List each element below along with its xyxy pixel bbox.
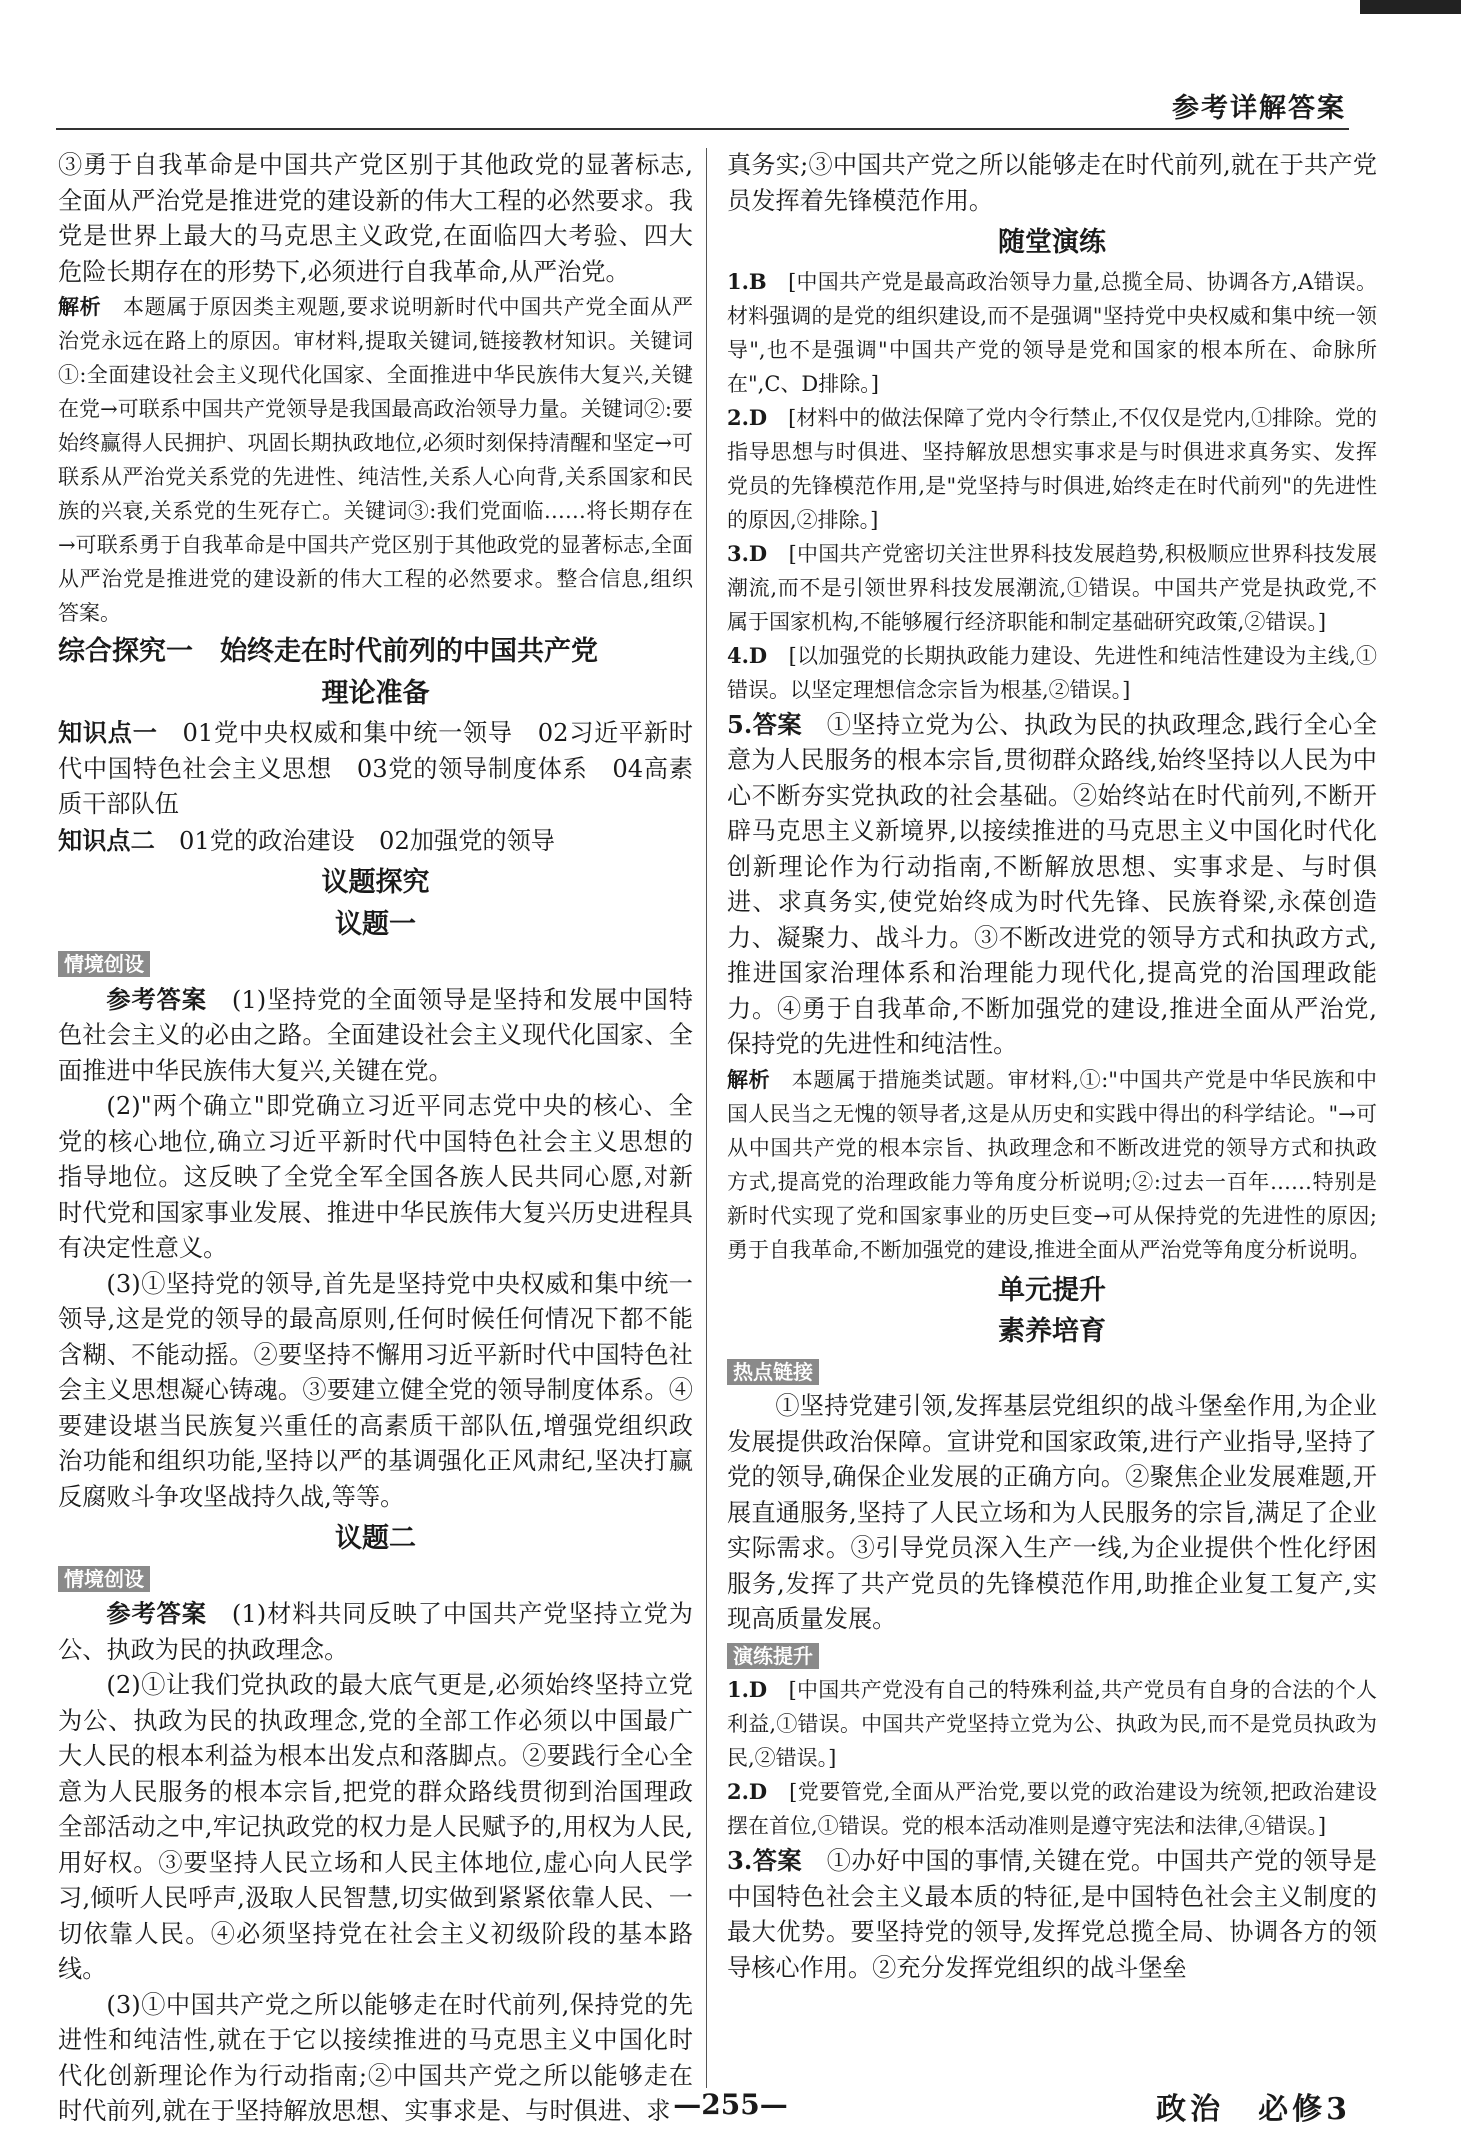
top-corner-bar — [1360, 0, 1461, 14]
item-text: [中国共产党密切关注世界科技发展趋势,积极顺应世界科技发展潮流,而不是引领世界科技发展潮流,①错误。中国共产党是执政党,不属于国家机构,不能够履行经济职能和制定基础研究政策,②错误。] — [727, 541, 1377, 634]
q5-analysis-label: 解析 — [727, 1066, 771, 1092]
theory-title: 理论准备 — [321, 677, 430, 709]
topic2-answer-1 — [58, 1596, 693, 1668]
item-num: 3.D — [727, 540, 768, 566]
t2-p1: (1)材料共同反映了中国共产党坚持立党为公、执政为民的执政理念。 — [58, 1600, 693, 1664]
analysis-block — [58, 290, 693, 630]
subject-label: 政治 必修3 — [1156, 2092, 1351, 2127]
q5-analysis — [727, 1063, 1377, 1267]
q5-num: 5. — [727, 709, 753, 739]
drill-item-3 — [727, 1843, 1377, 1986]
practice-title: 随堂演练 — [998, 227, 1106, 258]
drill-item-1 — [727, 1673, 1377, 1775]
practice-item-5 — [727, 707, 1377, 1063]
item-num: 2.D — [727, 1779, 768, 1804]
literacy-title: 素养培育 — [998, 1316, 1106, 1347]
left-column — [58, 148, 693, 2130]
topic2-answer-2: (2)①让我们党执政的最大底气更是,必须始终坚持立党为公、执政为民的执政理念,党的全部工作必须以中国最广大人民的根本利益为根本出发点和落脚点。②要践行全心全意为人民服务的根本宗旨,把党的群众路线贯彻到治国理政全部活动之中,牢记执政党的权力是人民赋予的,用权为人民,用好权。③要坚持人民立场和人民主体地位,虚心向人民学习,倾听人民呼声,汲取人民智慧,切实做到紧紧依靠人民、一切依靠人民。④必须坚持党在社会主义初级阶段的基本路线。 — [58, 1671, 693, 1983]
kp2-text: 01党的政治建设 02加强党的领导 — [178, 826, 555, 855]
unit-title: 单元提升 — [998, 1274, 1106, 1306]
header-rule — [56, 128, 1349, 130]
item-num: 2.D — [727, 404, 768, 430]
practice-item-3 — [727, 537, 1377, 639]
practice-item-1 — [727, 265, 1377, 401]
q5-analysis-text: 本题属于措施类试题。审材料,①:"中国共产党是中华民族和中国人民当之无愧的领导者,这是从历史和实践中得出的科学结论。"→可从中国共产党的根本宗旨、执政理念和不断改进党的领导方式和执政方式,提高党的治理政能力等角度分析说明;②:过去一百年……特别是新时代实现了党和国家事业的历史巨变→可从保持党的先进性的原因;勇于自我革命,不断加强党的建设,推进全面从严治党等角度分析说明。 — [727, 1067, 1377, 1262]
q5-text: ①坚持立党为公、执政为民的执政理念,践行全心全意为人民服务的根本宗旨,贯彻群众路线,始终坚持以人民为中心不断夯实党执政的社会基础。②始终站在时代前列,不断开辟马克思主义新境界,以接续推进的马克思主义中国化时代化创新理论作为行动指南,不断解放思想、实事求是、与时俱进、求真务实,使党始终成为时代先锋、民族脊梁,永葆创造力、凝聚力、战斗力。③不断改进党的领导方式和执政方式,推进国家治理体系和治理能力现代化,提高党的治国理政能力。④勇于自我革命,不断加强党的建设,推进全面从严治党,保持党的先进性和纯洁性。 — [727, 710, 1377, 1058]
topic2-answer-3: (3)①中国共产党之所以能够走在时代前列,保持党的先进性和纯洁性,就在于它以接续推进的马克思主义中国化时代化创新理论作为行动指南;②中国共产党之所以能够走在时代前列,就在于坚持解放思想、实事求是、与时俱进、求 — [58, 1990, 693, 2125]
continued-text: 真务实;③中国共产党之所以能够走在时代前列,就在于共产党员发挥着先锋模范作用。 — [727, 151, 1377, 215]
practice-item-2 — [727, 401, 1377, 537]
item-num: 1.D — [727, 1677, 768, 1702]
t1-p1: (1)坚持党的全面领导是坚持和发展中国特色社会主义的必由之路。全面建设社会主义现代化国家、全面推进中华民族伟大复兴,关键在党。 — [58, 985, 693, 1085]
item-num: 4.D — [727, 642, 768, 668]
kp2-label: 知识点二 — [58, 825, 155, 855]
d3-label: 答案 — [752, 1846, 803, 1875]
item-text: [中国共产党没有自己的特殊利益,共产党员有自身的合法的个人利益,①错误。中国共产党坚持立党为公、执政为民,而不是党员执政为民,②错误。] — [727, 1678, 1377, 1770]
context-tag-2: 情境创设 — [58, 1566, 150, 1592]
ref-answer-label: 参考答案 — [106, 984, 207, 1014]
item-text: [以加强党的长期执政能力建设、先进性和纯洁性建设为主线,①错误。以坚定理想信念宗旨为根基,②错误。] — [727, 643, 1377, 702]
topic2-title: 议题二 — [335, 1523, 416, 1554]
page-number: —255— — [673, 2088, 788, 2121]
hot-link-text: ①坚持党建引领,发挥基层党组织的战斗堡垒作用,为企业发展提供政治保障。宣讲党和国家政策,进行产业指导,坚持了党的领导,确保企业发展的正确方向。②聚焦企业发展难题,开展直通服务,坚持了人民立场和为人民服务的宗旨,满足了企业实际需求。③引导党员深入生产一线,为企业提供个性化纾困服务,发挥了共产党员的先锋模范作用,助推企业复工复产,实现高质量发展。 — [727, 1392, 1377, 1633]
topic1-answer-1 — [58, 982, 693, 1090]
knowledge-point-1 — [58, 715, 693, 823]
d3-num: 3. — [727, 1846, 753, 1875]
ref-answer-label-2: 参考答案 — [106, 1599, 207, 1628]
intro-answer: ③勇于自我革命是中国共产党区别于其他政党的显著标志,全面从严治党是推进党的建设新的伟大工程的必然要求。我党是世界上最大的马克思主义政党,在面临四大考验、四大危险长期存在的形势下,必须进行自我革命,从严治党。 — [58, 151, 693, 286]
item-num: 1.B — [727, 268, 767, 294]
analysis-text: 本题属于原因类主观题,要求说明新时代中国共产党全面从严治党永远在路上的原因。审材料,提取关键词,链接教材知识。关键词①:全面建设社会主义现代化国家、全面推进中华民族伟大复兴,关键在党→可联系中国共产党领导是我国最高政治领导力量。关键词②:要始终赢得人民拥护、巩固长期执政地位,必须时刻保持清醒和坚定→可联系从严治党关系党的先进性、纯洁性,关系人心向背,关系国家和民族的兴衰,关系党的生死存亡。关键词③:我们党面临……将长期存在→可联系勇于自我革命是中国共产党区别于其他政党的显著标志,全面从严治党是推进党的建设新的伟大工程的必然要求。整合信息,组织答案。 — [58, 295, 694, 625]
inquiry-title: 议题探究 — [321, 867, 430, 898]
topic1-title: 议题一 — [335, 908, 416, 940]
kp1-text: 01党中央权威和集中统一领导 02习近平新时代中国特色社会主义思想 03党的领导制度体系 04高素质干部队伍 — [58, 719, 693, 818]
topic1-answer-3: (3)①坚持党的领导,首先是坚持党中央权威和集中统一领导,这是党的领导的最高原则,任何时候任何情况下都不能含糊、不能动摇。②要坚持不懈用习近平新时代中国特色社会主义思想凝心铸魂。③要建立健全党的领导制度体系。④要建设堪当民族复兴重任的高素质干部队伍,增强党组织政治功能和组织功能,坚持以严的基调强化正风肃纪,坚决打赢反腐败斗争攻坚战持久战,等等。 — [58, 1269, 693, 1511]
knowledge-point-2 — [58, 823, 693, 860]
hot-link-tag: 热点链接 — [727, 1359, 819, 1385]
q5-label: 答案 — [752, 709, 803, 739]
d3-text: ①办好中国的事情,关键在党。中国共产党的领导是中国特色社会主义最本质的特征,是中国特色社会主义制度的最大优势。要坚持党的领导,发挥党总揽全局、协调各方的领导核心作用。②充分发挥党组织的战斗堡垒 — [727, 1847, 1377, 1982]
drill-item-2 — [727, 1775, 1377, 1843]
page-header-title: 参考详解答案 — [1172, 93, 1346, 124]
right-column — [727, 148, 1377, 1986]
column-divider — [706, 148, 707, 2088]
topic1-answer-2: (2)"两个确立"即党确立习近平同志党中央的核心、全党的核心地位,确立习近平新时代中国特色社会主义思想的指导地位。这反映了全党全军全国各族人民共同心愿,对新时代党和国家事业发展、推进中华民族伟大复兴历史进程具有决定性意义。 — [58, 1092, 693, 1262]
item-text: [中国共产党是最高政治领导力量,总揽全局、协调各方,A错误。材料强调的是党的组织建设,而不是强调"坚持党中央权威和集中统一领导",也不是强调"中国共产党的领导是党和国家的根本所在、命脉所在",C、D排除。] — [727, 269, 1378, 396]
analysis-label: 解析 — [58, 294, 102, 319]
item-text: [党要管党,全面从严治党,要以党的政治建设为统领,把政治建设摆在首位,①错误。党的根本活动准则是遵守宪法和法律,④错误。] — [727, 1780, 1378, 1838]
section-title: 综合探究一 始终走在时代前列的中国共产党 — [58, 636, 598, 667]
drill-tag: 演练提升 — [727, 1643, 819, 1669]
item-text: [材料中的做法保障了党内令行禁止,不仅仅是党内,①排除。党的指导思想与时俱进、坚持解放思想实事求是与时俱进求真务实、发挥党员的先锋模范作用,是"党坚持与时俱进,始终走在时代前列"的先进性的原因,②排除。] — [727, 405, 1378, 532]
context-tag-1: 情境创设 — [58, 951, 150, 977]
kp1-label: 知识点一 — [58, 718, 158, 747]
practice-item-4 — [727, 639, 1377, 707]
